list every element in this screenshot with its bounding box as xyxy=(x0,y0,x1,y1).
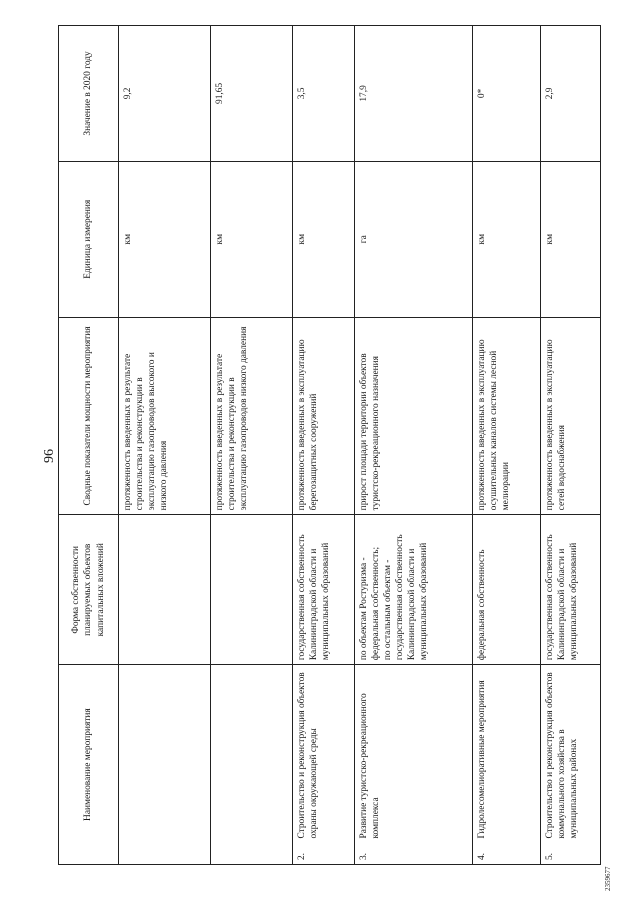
row-name: Строительство и реконструкция объектов охраны окружающей среды xyxy=(293,665,355,843)
row-value: 9,2 xyxy=(119,26,211,162)
header-value: Значение в 2020 году xyxy=(59,26,119,162)
table-row xyxy=(293,26,355,865)
header-unit: Единица измерения xyxy=(59,161,119,317)
row-indicator: прирост площади территории объектов туристско-рекреационного назначения xyxy=(355,317,473,515)
row-indicator: протяженность введенных в результате строительства и реконструкции в эксплуатацию газопроводов низкого давления xyxy=(211,317,293,515)
row-form xyxy=(355,515,473,665)
row-number: 4. xyxy=(473,843,541,865)
table-row xyxy=(541,26,601,865)
row-unit: га xyxy=(355,161,473,317)
row-unit: км xyxy=(211,161,293,317)
row-form-regional: по остальным объектам - государственная собственность Калининградской области и муниципальных образований xyxy=(383,534,430,661)
row-name xyxy=(119,665,211,843)
measures-table xyxy=(58,25,601,865)
row-value: 3,5 xyxy=(293,26,355,162)
row-value: 17,9 xyxy=(355,26,473,162)
row-number: 5. xyxy=(541,843,601,865)
table-row xyxy=(119,26,211,865)
header-form: Форма собственности планируемых объектов капитальных вложений xyxy=(59,515,119,665)
row-value: 91,65 xyxy=(211,26,293,162)
row-unit: км xyxy=(473,161,541,317)
row-number: 3. xyxy=(355,843,473,865)
row-value: 0* xyxy=(473,26,541,162)
row-name: Развитие туристско-рекреационного комплекса xyxy=(355,665,473,843)
row-indicator: протяженность введенных в эксплуатацию берегозащитных сооружений xyxy=(293,317,355,515)
row-form: федеральная собственность xyxy=(473,515,541,665)
document-number: 2359677 xyxy=(604,866,612,891)
table-header-row xyxy=(59,26,119,865)
row-indicator: протяженность введенных в эксплуатацию сетей водоснабжения xyxy=(541,317,601,515)
table-row xyxy=(473,26,541,865)
table-row xyxy=(211,26,293,865)
row-form: государственная собственность Калининградской области и муниципальных образований xyxy=(293,515,355,665)
table-row xyxy=(355,26,473,865)
page-number: 96 xyxy=(42,449,57,463)
row-value: 2,9 xyxy=(541,26,601,162)
row-name: Строительство и реконструкция объектов коммунального хозяйства в муниципальных районах xyxy=(541,665,601,843)
row-indicator: протяженность введенных в эксплуатацию осушительных каналов системы лесной мелиорации xyxy=(473,317,541,515)
row-number xyxy=(211,843,293,865)
row-indicator: протяженность введенных в результате строительства и реконструкции в эксплуатацию газопроводов высокого и низкого давления xyxy=(119,317,211,515)
header-name: Наименование мероприятия xyxy=(59,665,119,865)
row-unit: км xyxy=(119,161,211,317)
row-form xyxy=(211,515,293,665)
row-unit: км xyxy=(293,161,355,317)
row-form-federal: по объектам Ростуризма - федеральная собственность; xyxy=(359,546,382,661)
row-name: Гидролесомелиоративные мероприятия xyxy=(473,665,541,843)
row-form xyxy=(119,515,211,665)
row-form: государственная собственность Калининградской области и муниципальных образований xyxy=(541,515,601,665)
row-unit: км xyxy=(541,161,601,317)
row-name xyxy=(211,665,293,843)
row-number xyxy=(119,843,211,865)
header-indicators: Сводные показатели мощности мероприятия xyxy=(59,317,119,515)
row-number: 2. xyxy=(293,843,355,865)
